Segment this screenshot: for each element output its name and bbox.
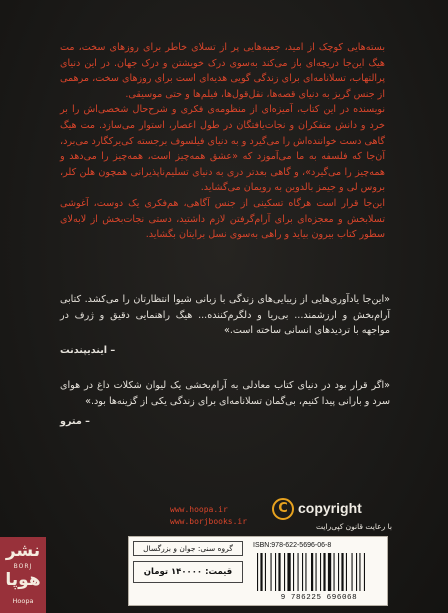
barcode-bar — [346, 553, 347, 591]
isbn-label: ISBN:978-622-5696-06-8 — [253, 542, 332, 549]
publisher-website-hoopa[interactable]: www.hoopa.ir — [170, 505, 228, 514]
blurb-text — [60, 40, 385, 243]
book-info-box — [128, 536, 388, 606]
publisher-website-borj[interactable]: www.borjbooks.ir — [170, 517, 248, 526]
barcode-bar — [298, 553, 299, 591]
barcode-bar — [271, 553, 272, 591]
barcode-bar — [341, 553, 343, 591]
barcode-bar — [287, 553, 290, 591]
barcode-bar — [320, 553, 321, 591]
barcode-bar — [275, 553, 276, 591]
logo-line-hoopa: هوپا — [5, 570, 41, 590]
review-quotes — [60, 292, 390, 449]
barcode-bar — [328, 553, 331, 591]
barcode-bar — [311, 553, 313, 591]
blurb-paragraph-1: بسته‌هایی کوچک از امید، جعبه‌هایی پر از تسلای خاطر برای روزهای سخت، مت هیگ این‌جا دریچه‌ای باز می‌کند به‌سوی درک خویشتن و درک جهان. در این دنیای پرالتهاب، تسلانامه‌ای برای زندگی گویی هدیه‌ای است برای روزهای سخت، مرهمی از جنس گریز به دنیای قصه‌ها، نقل‌قول‌ها، فیلم‌ها و حتی موسیقی. — [60, 42, 385, 100]
barcode-bar — [260, 553, 262, 591]
blurb-paragraph-2: نویسنده در این کتاب، آمیزه‌ای از منظومه‌ی فکری و شرح‌حال شخصی‌اش را بر خرد و دانش متفکران و نجات‌یافتگان در طول اعصار، استوار می‌سازد. مت هیگ گاهی دست خواننده‌اش را می‌گیرد و به دنیای فیلسوف برجسته کی‌یرکگارد می‌برد، آن‌جا که فلسفه به ما می‌آموزد که «عشق همه‌چیز است، همه‌چیز را می‌دهد و همه‌چیز را می‌گیرد»، و گاهی بعدتر دری به دنیای تسلیم‌ناپذیرانی همچون هلن کلر، بروس لی و جیمز بالدوین به رویمان می‌گشاید. — [60, 104, 385, 194]
barcode-bar — [356, 553, 357, 591]
barcode-bar — [284, 553, 285, 591]
copyright-icon: C — [272, 498, 294, 520]
barcode-bar — [302, 553, 303, 591]
barcode-bar — [359, 553, 360, 591]
review-author-2: – مترو — [60, 414, 390, 430]
price-label: قیمت: ۱۴۰۰۰۰ تومان — [133, 561, 243, 583]
barcode-bar — [257, 553, 258, 591]
blurb-paragraph-3: این‌جا قرار است هرگاه تسکینی از جنس آگاهی، هم‌فکری یک دوست، آغوشی تسلابخش و معجزه‌ای برای آرام‌گرفتن لازم داشتید، دستی نجات‌بخش از لابه‌لای سطور کتاب بیرون بیاید و راهی به‌سوی نسل برایتان بگشاید. — [60, 197, 385, 241]
logo-line-hoopa-latin: Hoopa — [12, 597, 34, 605]
review-quote-2: «اگر قرار بود در دنیای کتاب معادلی به آرام‌بخشی یک لیوان شکلات داغ در هوای سرد و بارانی پیدا کنیم، بی‌گمان تسلانامه‌ای برای زندگی یکی از گزینه‌ها بود.» — [60, 380, 390, 407]
copyright-word: copyright — [298, 500, 362, 516]
barcode-bar — [265, 553, 266, 591]
age-group-label: گروه سنی: جوان و بزرگسال — [133, 541, 243, 556]
logo-line-nashr: نشر — [5, 541, 41, 561]
barcode-bar — [352, 553, 353, 591]
barcode-bar — [316, 553, 317, 591]
review-quote-1: «این‌جا یادآوری‌هایی از زیبایی‌های زندگی با زبانی شیوا انتظارتان را می‌کشد. کتابی آرام‌بخش و ارزشمند... بی‌ریا و دلگرم‌کننده... هیگ راهنمایی دقیق و ژرف در مواجهه با تردیدهای انسانی ساخته است.» — [60, 294, 390, 337]
barcode-digits: 9 786225 696068 — [280, 594, 358, 602]
barcode-bar — [338, 553, 339, 591]
logo-line-borj: BORJ — [13, 563, 33, 570]
copyright-subtitle: با رعایت قانون کپی‌رایت — [316, 522, 392, 531]
barcode-bar — [323, 553, 325, 591]
barcode-icon — [253, 553, 385, 593]
barcode-bar — [364, 553, 365, 591]
barcode-bar — [278, 553, 280, 591]
publisher-logo — [0, 537, 46, 613]
barcode-bar — [334, 553, 335, 591]
review-author-1: – ایندیپندنت — [60, 343, 390, 359]
copyright-badge — [272, 498, 392, 532]
barcode-bar — [305, 553, 306, 591]
barcode-bar — [293, 553, 294, 591]
